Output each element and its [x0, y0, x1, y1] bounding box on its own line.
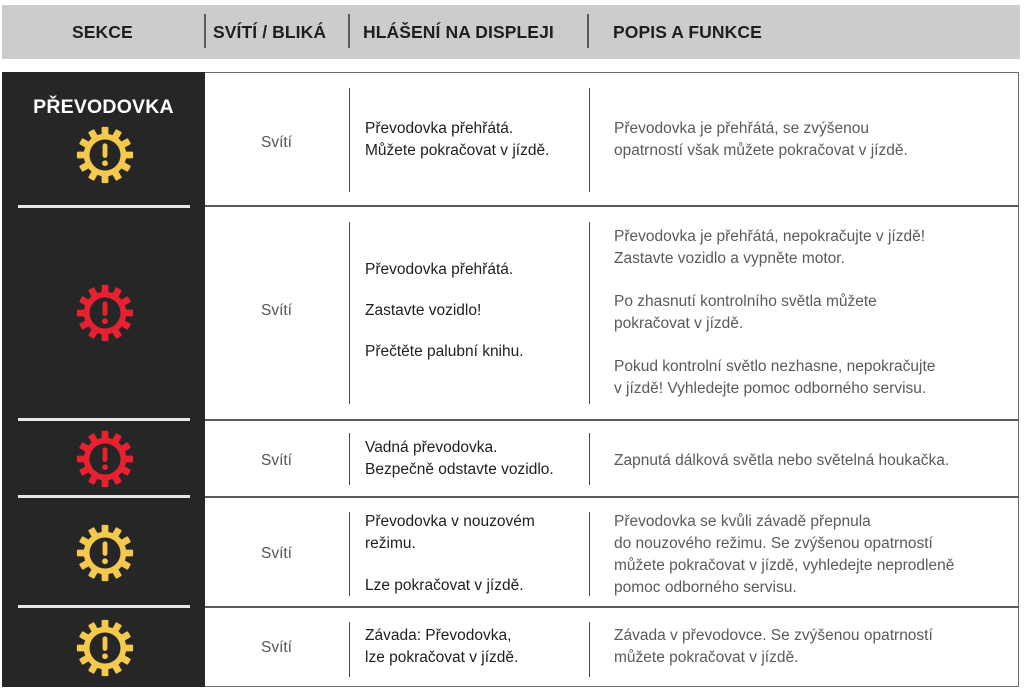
column-divider	[589, 512, 590, 596]
table-header	[2, 5, 1020, 59]
column-divider	[589, 433, 590, 485]
description-line: Závada v převodovce. Se zvýšenou opatrností	[614, 627, 933, 644]
description	[614, 450, 1014, 472]
description-line: pomoc odborného servisu.	[614, 579, 797, 596]
row-divider	[205, 205, 1019, 207]
description-line: opatrností však můžete pokračovat v jízdě.	[614, 142, 908, 159]
header-hlaseni: HLÁŠENÍ NA DISPLEJI	[363, 21, 554, 42]
header-sekce: SEKCE	[72, 21, 133, 42]
description-line: Převodovka je přehřátá, se zvýšenou	[614, 120, 870, 137]
column-divider	[349, 433, 350, 485]
row-separator	[18, 605, 190, 608]
status-text: Svítí	[260, 639, 292, 656]
section-title: PŘEVODOVKA	[33, 96, 174, 118]
description-line: Převodovka se kvůli závadě přepnula	[614, 513, 871, 530]
description-line: pokračovat v jízdě.	[614, 315, 744, 332]
description-line: v jízdě! Vyhledejte pomoc odborného servisu.	[614, 380, 927, 397]
status-text: Svítí	[260, 134, 292, 151]
display-message	[365, 259, 587, 363]
description	[614, 118, 1014, 162]
message-line: Vadná převodovka.	[365, 439, 498, 456]
message-line: Zastavte vozidlo!	[365, 302, 482, 319]
message-line: Bezpečně odstavte vozidlo.	[365, 461, 554, 478]
header-sviti-blika: SVÍTÍ / BLIKÁ	[213, 21, 327, 42]
description-line: Po zhasnutí kontrolního světla můžete	[614, 293, 877, 310]
row-divider	[205, 606, 1019, 608]
status-text: Svítí	[260, 452, 292, 469]
display-message	[365, 437, 587, 481]
display-message	[365, 625, 587, 669]
column-divider	[349, 622, 350, 677]
column-divider	[349, 222, 350, 404]
column-divider	[589, 222, 590, 404]
row-separator	[18, 495, 190, 498]
row-separator	[18, 205, 190, 208]
message-line: lze pokračovat v jízdě.	[365, 649, 519, 666]
header-popis: POPIS A FUNKCE	[613, 21, 762, 42]
column-divider	[349, 512, 350, 596]
gear-warning-icon-yellow	[74, 522, 136, 584]
row-divider	[205, 496, 1019, 498]
description	[614, 625, 1014, 669]
gear-warning-icon-red	[74, 282, 136, 344]
description	[614, 226, 1014, 400]
header-divider	[204, 14, 206, 48]
column-divider	[589, 88, 590, 192]
message-line: Přečtěte palubní knihu.	[365, 343, 524, 360]
gear-warning-icon-yellow	[74, 124, 136, 186]
description-line: Pokud kontrolní světlo nezhasne, nepokračujte	[614, 358, 936, 375]
description-line: Zastavte vozidlo a vypněte motor.	[614, 250, 845, 267]
description	[614, 511, 1014, 599]
column-divider	[349, 88, 350, 192]
description-line: Převodovka je přehřátá, nepokračujte v jízdě!	[614, 228, 926, 245]
message-line: režimu.	[365, 535, 416, 552]
row-separator	[18, 418, 190, 421]
description-line: do nouzového režimu. Se zvýšenou opatrností	[614, 535, 933, 552]
message-line: Převodovka přehřátá.	[365, 261, 514, 278]
status-text: Svítí	[260, 302, 292, 319]
message-line: Závada: Převodovka,	[365, 627, 512, 644]
message-line: Můžete pokračovat v jízdě.	[365, 142, 550, 159]
message-line: Převodovka v nouzovém	[365, 513, 535, 530]
column-divider	[589, 622, 590, 677]
display-message	[365, 118, 587, 162]
description-line: můžete pokračovat v jízdě, vyhledejte neprodleně	[614, 557, 955, 574]
gear-warning-icon-yellow	[74, 617, 136, 679]
display-message	[365, 511, 587, 597]
section-column	[2, 72, 205, 687]
row-divider	[205, 419, 1019, 421]
status-text: Svítí	[260, 545, 292, 562]
message-line: Převodovka přehřátá.	[365, 120, 514, 137]
gear-warning-icon-red	[74, 428, 136, 490]
header-divider	[348, 14, 350, 48]
description-line: Zapnutá dálková světla nebo světelná houkačka.	[614, 452, 950, 469]
header-divider	[587, 14, 589, 48]
description-line: můžete pokračovat v jízdě.	[614, 649, 799, 666]
message-line: Lze pokračovat v jízdě.	[365, 577, 524, 594]
